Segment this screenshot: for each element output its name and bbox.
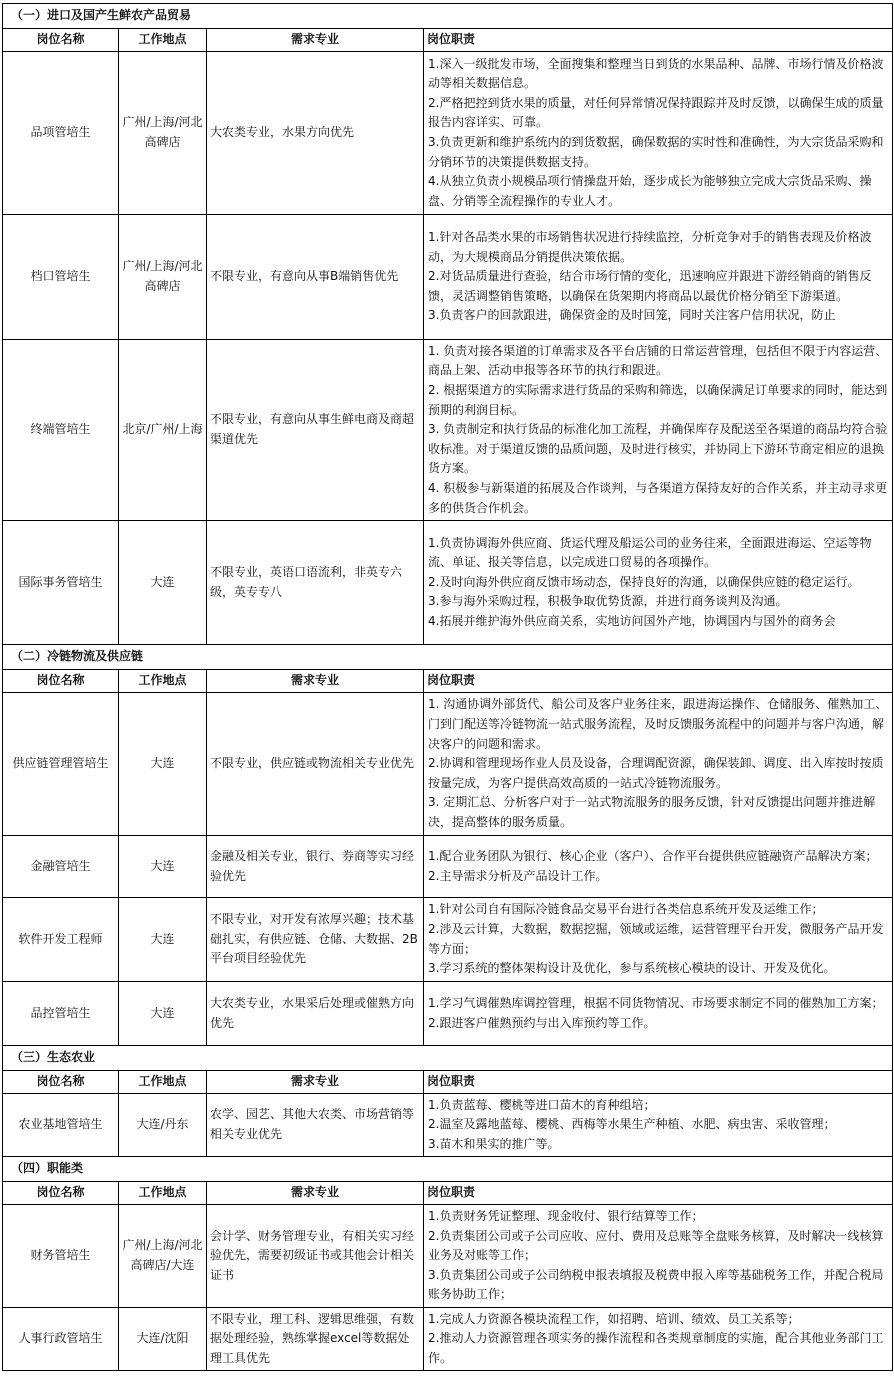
job-duties <box>424 1094 893 1157</box>
required-major: 不限专业，对开发有浓厚兴趣；技术基础扎实，有供应链、仓储、大数据、2B平台项目经验优先 <box>207 898 424 982</box>
work-location: 广州/上海/河北高碑店/大连 <box>119 1205 207 1308</box>
job-duties <box>424 693 893 836</box>
section-row <box>3 1046 893 1071</box>
header-position-name: 岗位名称 <box>3 670 119 693</box>
job-duties <box>424 521 893 645</box>
duty-item: 1.完成人力资源各模块流程工作，如招聘、培训、绩效、员工关系等； <box>428 1311 800 1326</box>
table-row <box>3 898 893 982</box>
duty-item: 1. 沟通协调外部货代、船公司及客户业务往来，跟进海运操作、仓储服务、催熟加工、门到门配送等冷链物流一站式服务流程，及时反馈服务流程中的问题并与客户沟通，解决客户的问题和需求。 <box>428 697 888 751</box>
header-major: 需求专业 <box>207 670 424 693</box>
required-major: 不限专业，供应链或物流相关专业优先 <box>207 693 424 836</box>
header-row <box>3 1071 893 1094</box>
required-major: 农学、园艺、其他大农类、市场营销等相关专业优先 <box>207 1094 424 1157</box>
job-duties <box>424 1205 893 1308</box>
position-name: 供应链管理管培生 <box>3 693 119 836</box>
work-location: 大连 <box>119 982 207 1046</box>
work-location: 大连/丹东 <box>119 1094 207 1157</box>
header-location: 工作地点 <box>119 1071 207 1094</box>
duty-item: 1.配合业务团队为银行、核心企业（客户）、合作平台提供供应链融资产品解决方案； <box>428 848 878 863</box>
table-row <box>3 1094 893 1157</box>
position-name: 财务管培生 <box>3 1205 119 1308</box>
header-position-name: 岗位名称 <box>3 1182 119 1205</box>
required-major: 不限专业，英语口语流利，非英专六级，英专专八 <box>207 521 424 645</box>
header-duty: 岗位职责 <box>424 1182 893 1205</box>
header-row <box>3 29 893 52</box>
duty-item: 2.及时向海外供应商反馈市场动态，保持良好的沟通，以确保供应链的稳定运行。 <box>428 574 860 589</box>
duty-item: 4. 积极参与新渠道的拓展及合作谈判，与各渠道方保持友好的合作关系，并主动寻求更多的供货合作机会。 <box>428 480 888 515</box>
header-location: 工作地点 <box>119 1182 207 1205</box>
work-location: 大连 <box>119 521 207 645</box>
duty-item: 2.严格把控到货水果的质量，对任何异常情况保持跟踪并及时反馈，以确保生成的质量报告内容详实、可靠。 <box>428 95 884 130</box>
position-name: 农业基地管培生 <box>3 1094 119 1157</box>
job-duties <box>424 898 893 982</box>
duty-item: 3.学习系统的整体架构设计及优化，参与系统核心模块的设计、开发及优化。 <box>428 961 836 976</box>
work-location: 北京/广州/上海 <box>119 340 207 521</box>
header-position-name: 岗位名称 <box>3 29 119 52</box>
duty-item: 2.跟进客户催熟预约与出入库预约等工作。 <box>428 1015 656 1030</box>
section-title: （一）进口及国产生鲜农产品贸易 <box>3 4 893 29</box>
job-duties <box>424 215 893 340</box>
duty-item: 1.学习气调催熟库调控管理，根据不同货物情况、市场要求制定不同的催熟加工方案； <box>428 995 884 1010</box>
header-major: 需求专业 <box>207 1071 424 1094</box>
section-title: （三）生态农业 <box>3 1046 893 1071</box>
table-row <box>3 52 893 215</box>
duty-item: 2.温室及露地蓝莓、樱桃、西梅等水果生产种植、水肥、病虫害、采收管理； <box>428 1117 836 1132</box>
duty-item: 3.参与海外采购过程，积极争取优势货源，并进行商务谈判及沟通。 <box>428 594 788 609</box>
position-name: 档口管培生 <box>3 215 119 340</box>
duty-item: 3.负责客户的回款跟进，确保资金的及时回笼，同时关注客户信用状况，防止 <box>428 308 836 323</box>
header-row <box>3 1182 893 1205</box>
required-major: 不限专业，有意向从事B端销售优先 <box>207 215 424 340</box>
work-location: 大连 <box>119 898 207 982</box>
header-major: 需求专业 <box>207 29 424 52</box>
header-duty: 岗位职责 <box>424 1071 893 1094</box>
required-major: 不限专业，理工科、逻辑思维强，有数据处理经验，熟练掌握excel等数据处理工具优先 <box>207 1308 424 1371</box>
duty-item: 3. 负责制定和执行货品的标准化加工流程，并确保库存及配送至各渠道的商品均符合验收标准。对于渠道反馈的品质问题，及时进行核实，并协同上下游环节商定相应的退换货方案。 <box>428 422 888 476</box>
required-major: 大农类专业，水果方向优先 <box>207 52 424 215</box>
duty-item: 4.拓展并维护海外供应商关系，实地访问国外产地，协调国内与国外的商务会 <box>428 613 836 628</box>
required-major: 不限专业，有意向从事生鲜电商及商超渠道优先 <box>207 340 424 521</box>
position-name: 金融管培生 <box>3 836 119 898</box>
duty-item: 2. 根据渠道方的实际需求进行货品的采购和筛选，以确保满足订单要求的同时，能达到预期的利润目标。 <box>428 383 888 417</box>
duty-item: 1.针对公司自有国际冷链食品交易平台进行各类信息系统开发及运维工作； <box>428 902 824 917</box>
header-location: 工作地点 <box>119 29 207 52</box>
work-location: 大连 <box>119 693 207 836</box>
job-duties <box>424 340 893 521</box>
table-row <box>3 521 893 645</box>
duty-item: 2.涉及云计算，大数据，数据挖掘，领域或运维，运营管理平台开发，微服务产品开发等方面； <box>428 921 884 956</box>
duty-item: 3. 定期汇总、分析客户对于一站式物流服务的服务反馈，针对反馈提出问题并推进解决，提高整体的服务质量。 <box>428 795 876 829</box>
required-major: 金融及相关专业，银行、券商等实习经验优先 <box>207 836 424 898</box>
header-duty: 岗位职责 <box>424 670 893 693</box>
duty-item: 1.深入一级批发市场，全面搜集和整理当日到货的水果品种、品牌、市场行情及价格波动等相关数据信息。 <box>428 56 884 91</box>
duty-item: 1. 负责对接各渠道的订单需求及各平台店铺的日常运营管理，包括但不限于内容运营、商品上架、活动申报等各环节的执行和跟进。 <box>428 343 888 378</box>
duty-item: 1.针对各品类水果的市场销售状况进行持续监控，分析竞争对手的销售表现及价格波动，为大规模商品分销提供决策依据。 <box>428 230 872 264</box>
section-row <box>3 645 893 670</box>
section-row <box>3 1157 893 1182</box>
work-location: 大连/沈阳 <box>119 1308 207 1371</box>
section-title: （四）职能类 <box>3 1157 893 1182</box>
duty-item: 1.负责蓝莓、樱桃等进口苗木的育种组培； <box>428 1097 656 1112</box>
work-location: 广州/上海/河北高碑店 <box>119 215 207 340</box>
required-major: 会计学、财务管理专业，有相关实习经验优先，需要初级证书或其他会计相关证书 <box>207 1205 424 1308</box>
duty-item: 3.苗木和果实的推广等。 <box>428 1136 560 1151</box>
job-duties <box>424 982 893 1046</box>
table-row <box>3 1205 893 1308</box>
duty-item: 4.从独立负责小规模品项行情操盘开始，逐步成长为能够独立完成大宗货品采购、操盘、分销等全流程操作的专业人才。 <box>428 174 872 208</box>
header-duty: 岗位职责 <box>424 29 893 52</box>
position-name: 品控管培生 <box>3 982 119 1046</box>
position-name: 终端管培生 <box>3 340 119 521</box>
required-major: 大农类专业，水果采后处理或催熟方向优先 <box>207 982 424 1046</box>
duty-item: 1.负责财务凭证整理、现金收付、银行结算等工作； <box>428 1209 704 1224</box>
duty-item: 2.对货品质量进行查验，结合市场行情的变化，迅速响应并跟进下游经销商的销售反馈，灵活调整销售策略，以确保在货架期内将商品以最优价格分销至下游渠道。 <box>428 269 872 303</box>
section-title: （二）冷链物流及供应链 <box>3 645 893 670</box>
recruitment-table-sheet <box>2 3 892 1371</box>
table-row <box>3 836 893 898</box>
duty-item: 1.负责协调海外供应商、货运代理及船运公司的业务往来，全面跟进海运、空运等物流、单证、报关等信息，以完成进口贸易的各项操作。 <box>428 535 872 570</box>
duty-item: 2.负责集团公司或子公司应收、应付、费用及总账等全盘账务核算，及时解决一线核算业务及对账等工作； <box>428 1228 884 1263</box>
work-location: 大连 <box>119 836 207 898</box>
table-row <box>3 1308 893 1371</box>
position-name: 人事行政管培生 <box>3 1308 119 1371</box>
section-row <box>3 4 893 29</box>
table-row <box>3 693 893 836</box>
duty-item: 2.主导需求分析及产品设计工作。 <box>428 868 608 883</box>
table-row <box>3 982 893 1046</box>
table-row <box>3 340 893 521</box>
duty-item: 2.推动人力资源管理各项实务的操作流程和各类规章制度的实施，配合其他业务部门工作。 <box>428 1331 884 1365</box>
header-location: 工作地点 <box>119 670 207 693</box>
job-duties <box>424 1308 893 1371</box>
header-position-name: 岗位名称 <box>3 1071 119 1094</box>
work-location: 广州/上海/河北高碑店 <box>119 52 207 215</box>
position-name: 软件开发工程师 <box>3 898 119 982</box>
position-name: 国际事务管培生 <box>3 521 119 645</box>
header-major: 需求专业 <box>207 1182 424 1205</box>
position-name: 品项管培生 <box>3 52 119 215</box>
job-duties <box>424 836 893 898</box>
duty-item: 2.协调和管理现场作业人员及设备，合理调配资源，确保装卸、调度、出入库按时按质按量完成，为客户提供高效高质的一站式冷链物流服务。 <box>428 756 884 790</box>
job-duties <box>424 52 893 215</box>
table-row <box>3 215 893 340</box>
positions-table <box>2 3 893 1371</box>
duty-item: 3.负责更新和维护系统内的到货数据，确保数据的实时性和准确性，为大宗货品采购和分销环节的决策提供数据支持。 <box>428 135 884 169</box>
duty-item: 3.负责集团公司或子公司纳税申报表填报及税费申报入库等基础税务工作，并配合税局账务协助工作； <box>428 1267 884 1302</box>
header-row <box>3 670 893 693</box>
